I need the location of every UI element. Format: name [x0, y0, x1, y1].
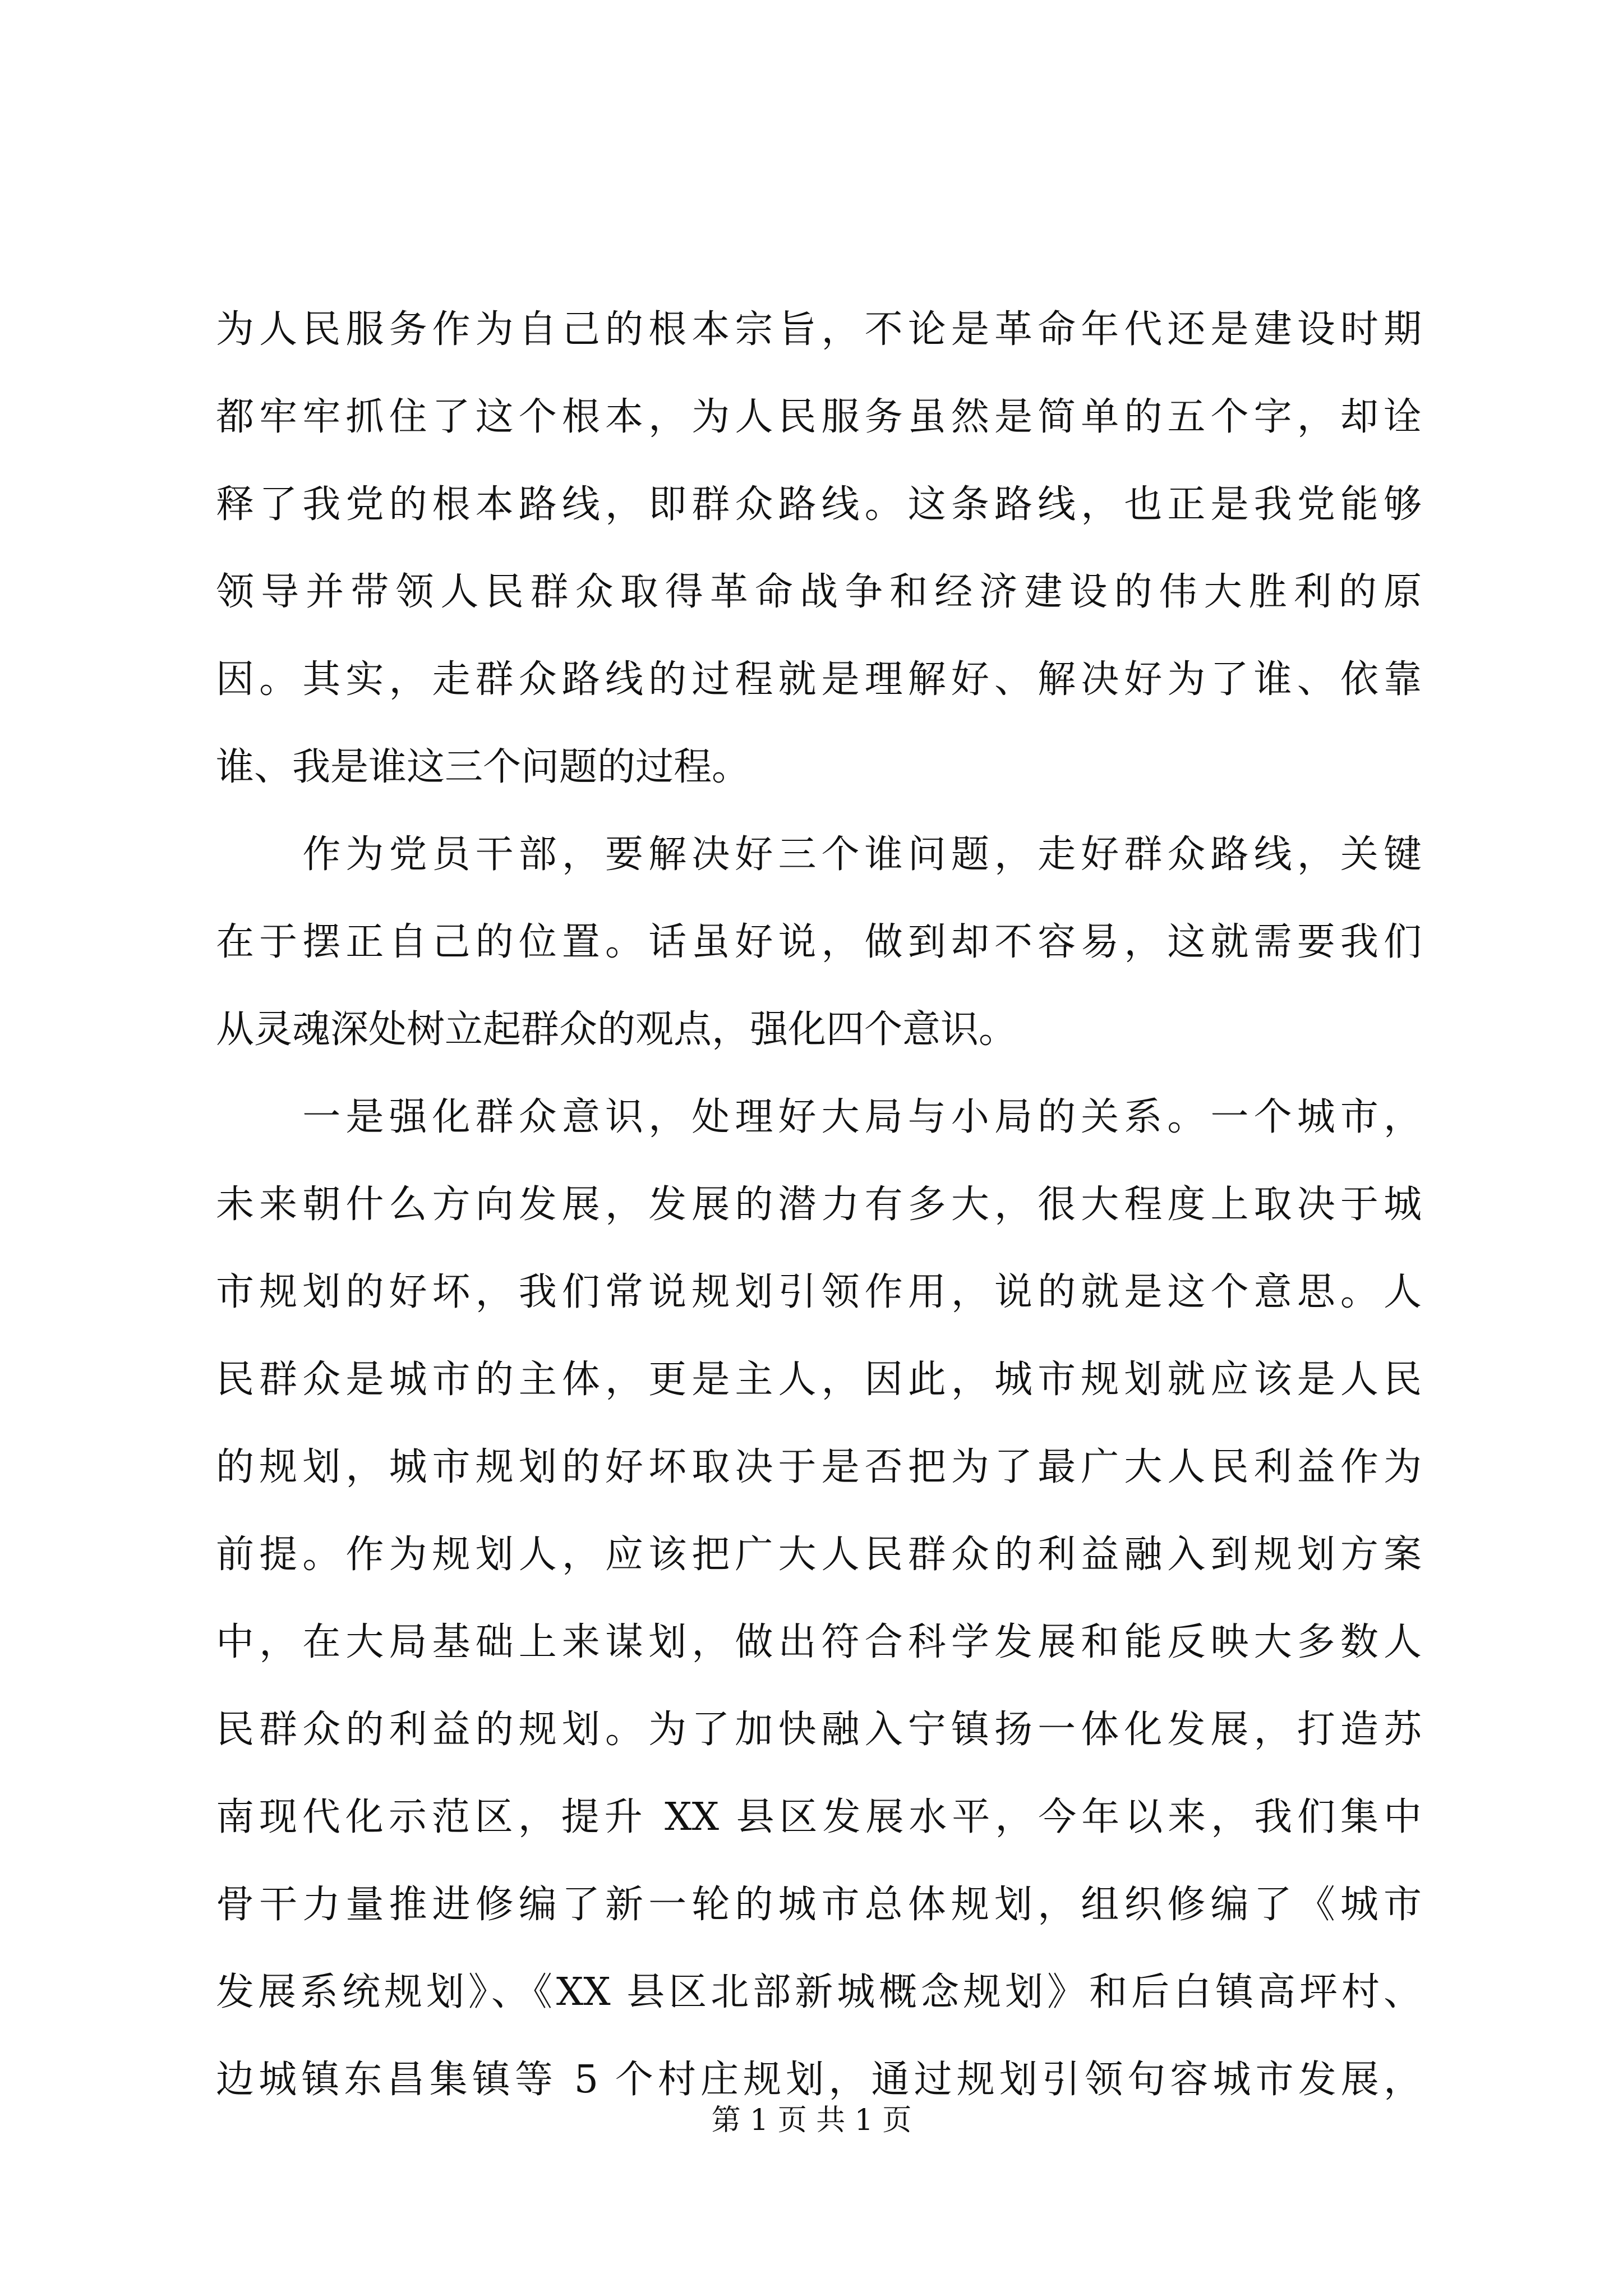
text-line: 中，在大局基础上来谋划，做出符合科学发展和能反映大多数人: [216, 1620, 1422, 1664]
text-line: 一是强化群众意识，处理好大局与小局的关系。一个城市，: [216, 1095, 1422, 1139]
page-footer: [0, 2101, 1623, 2140]
text-line: 谁、我是谁这三个问题的过程。: [216, 745, 750, 789]
text-line: 民群众是城市的主体，更是主人，因此，城市规划就应该是人民: [216, 1358, 1422, 1402]
text-line: 从灵魂深处树立起群众的观点，强化四个意识。: [216, 1007, 1017, 1052]
text-line: 为人民服务作为自己的根本宗旨，不论是革命年代还是建设时期: [216, 307, 1422, 352]
document-body: [216, 286, 1422, 2124]
page-number-label: 第 1 页 共 1 页: [711, 2104, 912, 2137]
text-line: 南现代化示范区，提升 XX 县区发展水平，今年以来，我们集中: [216, 1795, 1422, 1839]
text-line: 领导并带领人民群众取得革命战争和经济建设的伟大胜利的原: [216, 570, 1422, 614]
text-line: 未来朝什么方向发展，发展的潜力有多大，很大程度上取决于城: [216, 1182, 1422, 1227]
text-line: 释了我党的根本路线，即群众路线。这条路线，也正是我党能够: [216, 482, 1422, 527]
text-line: 发展系统规划》、《XX 县区北部新城概念规划》和后白镇高坪村、: [216, 1970, 1422, 2014]
text-line: 作为党员干部，要解决好三个谁问题，走好群众路线，关键: [216, 832, 1422, 877]
text-line: 的规划，城市规划的好坏取决于是否把为了最广大人民利益作为: [216, 1445, 1422, 1489]
text-line: 骨干力量推进修编了新一轮的城市总体规划，组织修编了《城市: [216, 1883, 1422, 1927]
text-line: 民群众的利益的规划。为了加快融入宁镇扬一体化发展，打造苏: [216, 1708, 1422, 1752]
text-line: 都牢牢抓住了这个根本，为人民服务虽然是简单的五个字，却诠: [216, 395, 1422, 439]
text-line: 前提。作为规划人，应该把广大人民群众的利益融入到规划方案: [216, 1533, 1422, 1577]
text-line: 边城镇东昌集镇等 5 个村庄规划，通过规划引领句容城市发展，: [216, 2058, 1422, 2102]
text-line: 因。其实，走群众路线的过程就是理解好、解决好为了谁、依靠: [216, 657, 1422, 702]
text-line: 在于摆正自己的位置。话虽好说，做到却不容易，这就需要我们: [216, 920, 1422, 964]
text-line: 市规划的好坏，我们常说规划引领作用，说的就是这个意思。人: [216, 1270, 1422, 1314]
